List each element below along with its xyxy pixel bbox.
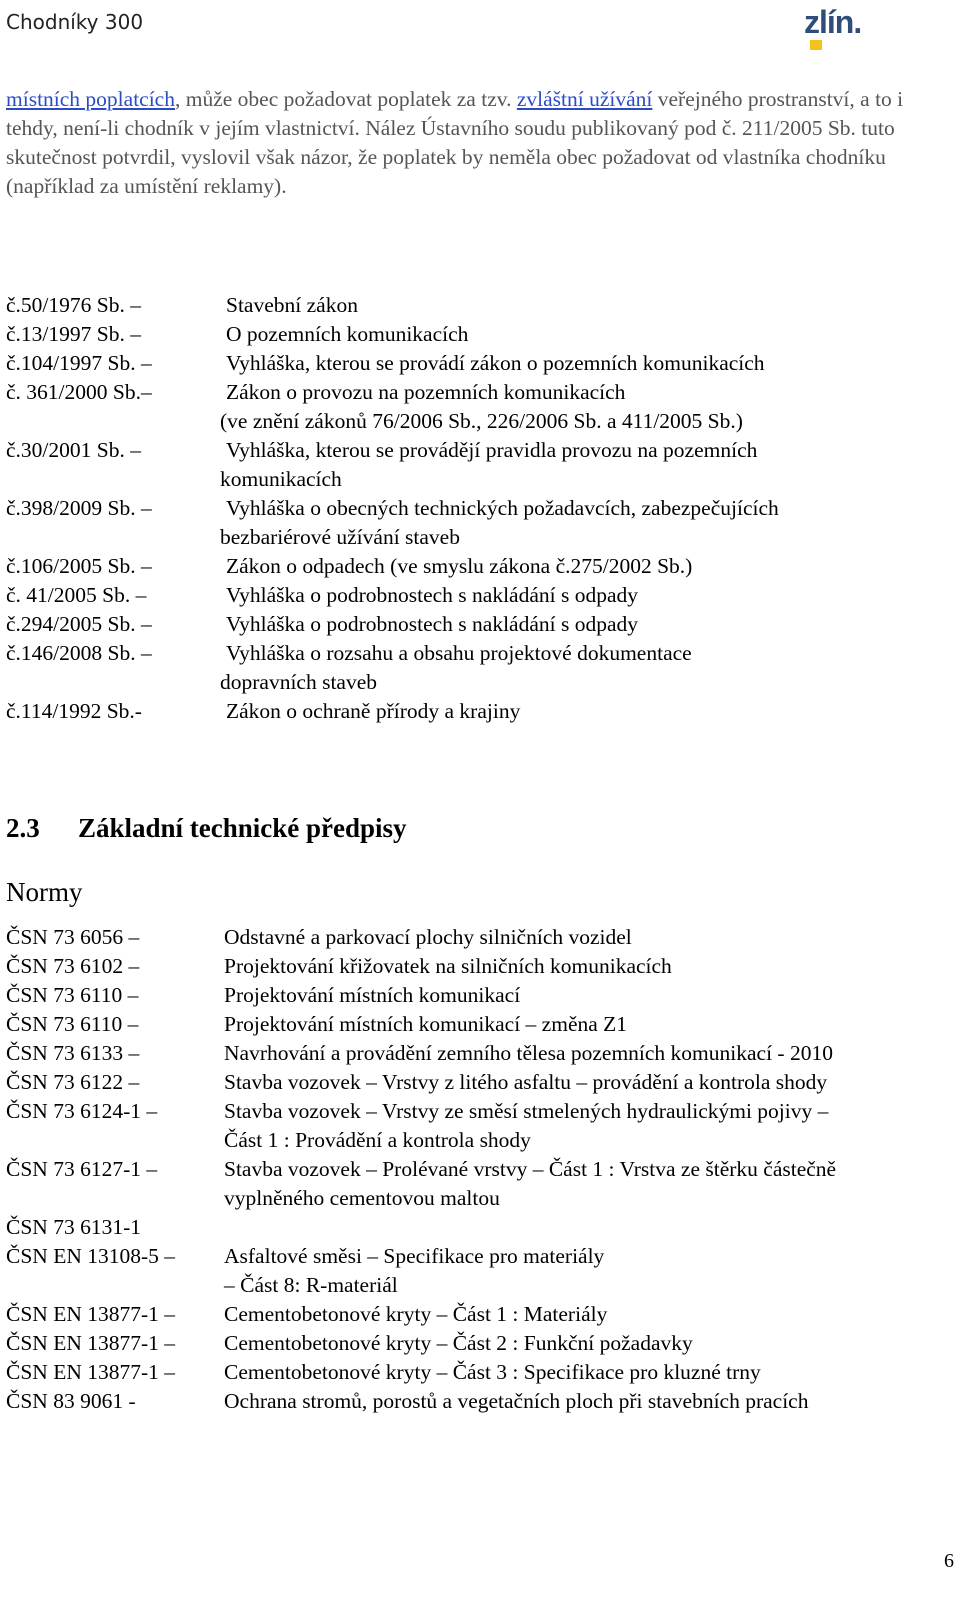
- law-item: [6, 494, 946, 552]
- law-item-code: č.13/1997 Sb. –: [6, 322, 141, 346]
- law-item-text: Vyhláška o rozsahu a obsahu projektové dokumentace: [226, 641, 692, 665]
- norm-item-code: ČSN 73 6131-1: [6, 1215, 141, 1239]
- law-item-description: [226, 581, 946, 610]
- section-title: Základní technické předpisy: [78, 813, 407, 843]
- norm-item: [6, 923, 951, 952]
- law-item-code: č.146/2008 Sb. –: [6, 641, 152, 665]
- law-item-text: Vyhláška o podrobnostech s nakládání s odpady: [226, 583, 639, 607]
- law-item-continuation: dopravních staveb: [220, 670, 378, 694]
- norm-item-description: [224, 1068, 951, 1097]
- norm-item: [6, 1010, 951, 1039]
- law-item-description: [226, 552, 946, 581]
- norm-item-text: Cementobetonové kryty – Část 3 : Specifikace pro kluzné trny: [224, 1360, 761, 1384]
- norm-item-code: ČSN 73 6127-1 –: [6, 1157, 158, 1181]
- law-item-description: [226, 320, 946, 349]
- norm-item-text: Projektování křižovatek na silničních komunikacích: [224, 954, 672, 978]
- norm-item-text: Stavba vozovek – Prolévané vrstvy – Část 1 : Vrstva ze štěrku částečně: [224, 1157, 837, 1181]
- norm-item-text: Navrhování a provádění zemního tělesa pozemních komunikací - 2010: [224, 1041, 833, 1065]
- norm-item-description: [224, 1358, 951, 1387]
- norm-item-description: [224, 1155, 951, 1213]
- norm-item-text: Cementobetonové kryty – Část 1 : Materiály: [224, 1302, 608, 1326]
- law-item-text: Zákon o odpadech (ve smyslu zákona č.275/2002 Sb.): [226, 554, 693, 578]
- norm-item: [6, 1039, 951, 1068]
- norm-item-code: ČSN EN 13877-1 –: [6, 1302, 176, 1326]
- law-item-code: č.30/2001 Sb. –: [6, 438, 141, 462]
- law-item-description: [220, 639, 946, 697]
- norm-item-code: ČSN 73 6122 –: [6, 1070, 140, 1094]
- law-item-code: č. 41/2005 Sb. –: [6, 583, 147, 607]
- norm-item-description: [224, 981, 951, 1010]
- norm-item-text: Stavba vozovek – Vrstvy z litého asfaltu – provádění a kontrola shody: [224, 1070, 828, 1094]
- norm-item: [6, 1155, 951, 1213]
- law-item-description: [226, 610, 946, 639]
- subheading-normy: Normy: [6, 877, 83, 907]
- section-number: 2.3: [6, 813, 40, 843]
- law-item-text: Zákon o ochraně přírody a krajiny: [226, 699, 521, 723]
- law-item-continuation: (ve znění zákonů 76/2006 Sb., 226/2006 Sb. a 411/2005 Sb.): [220, 409, 743, 433]
- link-mistni-poplatky[interactable]: místních poplatcích: [6, 87, 175, 111]
- norm-item-text: Projektování místních komunikací – změna Z1: [224, 1012, 628, 1036]
- norm-item: [6, 1068, 951, 1097]
- law-item-code: č.50/1976 Sb. –: [6, 293, 141, 317]
- norm-item: [6, 1213, 951, 1242]
- norm-item-code: ČSN EN 13108-5 –: [6, 1244, 176, 1268]
- norm-item-text: Odstavné a parkovací plochy silničních vozidel: [224, 925, 632, 949]
- norm-item-description: [224, 1300, 951, 1329]
- section-heading: [6, 813, 407, 844]
- law-item-description: [220, 378, 946, 436]
- page-number: 6: [944, 1550, 954, 1572]
- norm-item: [6, 952, 951, 981]
- norm-item: [6, 1300, 951, 1329]
- norm-item-description: [224, 1387, 951, 1416]
- law-item-description: [220, 436, 946, 494]
- link-zvlastni-uzivani[interactable]: zvláštní užívání: [516, 87, 653, 111]
- norm-item: [6, 981, 951, 1010]
- norm-item-continuation: – Část 8: R-materiál: [224, 1273, 398, 1297]
- logo-text: zlín.: [804, 4, 862, 40]
- law-list: [6, 291, 946, 726]
- law-item-text: Vyhláška o obecných technických požadavcích, zabezpečujících: [226, 496, 779, 520]
- norm-item-text: Ochrana stromů, porostů a vegetačních ploch při stavebních pracích: [224, 1389, 809, 1413]
- norm-item-code: ČSN 73 6133 –: [6, 1041, 140, 1065]
- law-item-code: č.114/1992 Sb.-: [6, 699, 142, 723]
- intro-text-1: , může obec požadovat poplatek za tzv.: [174, 87, 517, 111]
- norm-item-description: [224, 1329, 951, 1358]
- norm-item-text: Stavba vozovek – Vrstvy ze směsí stmelených hydraulickými pojivy –: [224, 1099, 829, 1123]
- law-item-text: Vyhláška o podrobnostech s nakládání s odpady: [226, 612, 639, 636]
- law-item-continuation: komunikacích: [220, 467, 342, 491]
- law-item-text: Zákon o provozu na pozemních komunikacích: [226, 380, 626, 404]
- intro-paragraph: [6, 85, 936, 201]
- law-item: [6, 697, 946, 726]
- norm-item-continuation: vyplněného cementovou maltou: [224, 1186, 500, 1210]
- intro-text-2: veřejného prostranství, a to i tehdy, není-li chodník v jejím vlastnictví. Nález Ústavního soudu publikovaný pod č. 211/2005 Sb. tuto skutečnost potvrdil, vyslovil však názor, že poplatek by neměla obec požadovat od vlastníka chodníku (například za umístění reklamy).: [6, 87, 904, 198]
- zlin-logo: [804, 4, 894, 50]
- norm-item-code: ČSN EN 13877-1 –: [6, 1360, 176, 1384]
- norm-item-description: [224, 1039, 951, 1068]
- law-item: [6, 378, 946, 436]
- law-item: [6, 291, 946, 320]
- norm-item-text: Asfaltové směsi – Specifikace pro materiály: [224, 1244, 605, 1268]
- norm-item-description: [224, 1242, 951, 1300]
- norm-item-text: Projektování místních komunikací: [224, 983, 521, 1007]
- law-item-code: č.106/2005 Sb. –: [6, 554, 152, 578]
- norm-item: [6, 1242, 951, 1300]
- norm-item-code: ČSN 73 6056 –: [6, 925, 140, 949]
- norm-item: [6, 1358, 951, 1387]
- norm-item: [6, 1097, 951, 1155]
- law-item: [6, 552, 946, 581]
- logo-accent: [810, 40, 822, 50]
- law-item-text: O pozemních komunikacích: [226, 322, 469, 346]
- law-item-code: č.398/2009 Sb. –: [6, 496, 152, 520]
- law-item-text: Stavební zákon: [226, 293, 358, 317]
- norm-item-text: Cementobetonové kryty – Část 2 : Funkční požadavky: [224, 1331, 693, 1355]
- norm-item: [6, 1329, 951, 1358]
- law-item-text: Vyhláška, kterou se provádějí pravidla provozu na pozemních: [226, 438, 758, 462]
- law-item: [6, 581, 946, 610]
- norm-item-code: ČSN 83 9061 -: [6, 1389, 136, 1413]
- norm-item-description: [224, 952, 951, 981]
- law-item-description: [220, 494, 946, 552]
- law-item-code: č. 361/2000 Sb.–: [6, 380, 152, 404]
- law-item-continuation: bezbariérové užívání staveb: [220, 525, 460, 549]
- norm-item-code: ČSN 73 6110 –: [6, 1012, 139, 1036]
- norm-item-description: [224, 923, 951, 952]
- law-item-code: č.294/2005 Sb. –: [6, 612, 152, 636]
- law-item-description: [226, 349, 946, 378]
- law-item: [6, 349, 946, 378]
- norm-item-code: ČSN 73 6102 –: [6, 954, 140, 978]
- law-item-description: [226, 697, 946, 726]
- law-item: [6, 320, 946, 349]
- law-item: [6, 610, 946, 639]
- law-item-code: č.104/1997 Sb. –: [6, 351, 152, 375]
- law-item-text: Vyhláška, kterou se provádí zákon o pozemních komunikacích: [226, 351, 765, 375]
- norm-list: [6, 923, 951, 1416]
- norm-item-code: ČSN 73 6124-1 –: [6, 1099, 158, 1123]
- norm-item-description: [224, 1213, 951, 1242]
- norm-item-continuation: Část 1 : Provádění a kontrola shody: [224, 1128, 531, 1152]
- norm-item-code: ČSN 73 6110 –: [6, 983, 139, 1007]
- law-item: [6, 639, 946, 697]
- norm-item: [6, 1387, 951, 1416]
- norm-item-code: ČSN EN 13877-1 –: [6, 1331, 176, 1355]
- norm-item-description: [224, 1010, 951, 1039]
- norm-item-description: [224, 1097, 951, 1155]
- law-item: [6, 436, 946, 494]
- law-item-description: [226, 291, 946, 320]
- header-title: Chodníky 300: [6, 10, 144, 34]
